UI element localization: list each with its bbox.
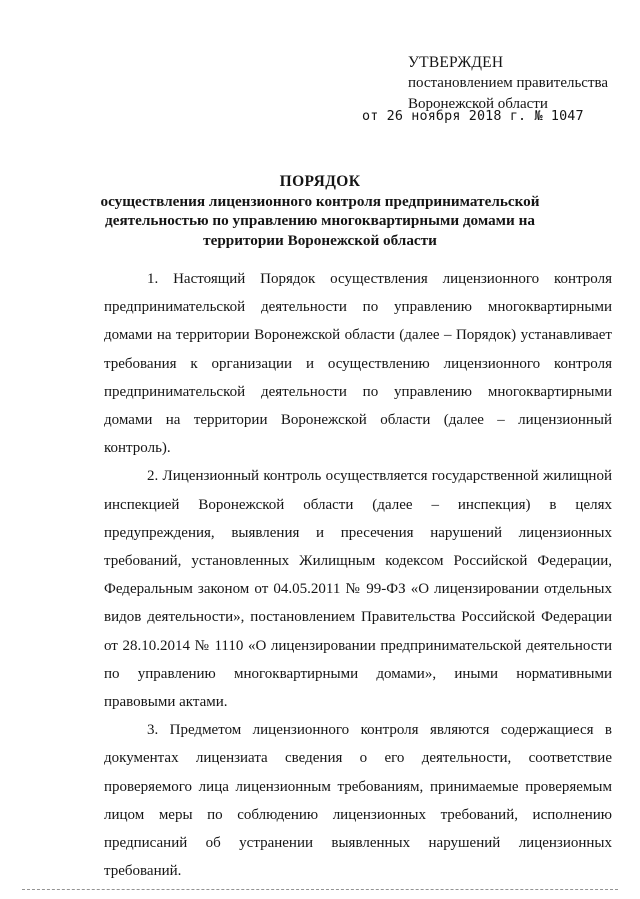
document-subtitle: осуществления лицензионного контроля предпринимательской деятельностью по управлению многоквартирными домами на территории Воронежской области [100,192,540,249]
approval-title: УТВЕРЖДЕН [408,54,504,71]
paragraph-2: 2. Лицензионный контроль осуществляется государственной жилищной инспекцией Воронежской области (далее – инспекция) в целях предупреждения, выявления и пресечения нарушений лицензионных требований, установленных Жилищным кодексом Российской Федерации, Федеральным законом от 04.05.2011 № 99-ФЗ «О лицензировании отдельных видов деятельности», постановлением Правительства Российской Федерации от 28.10.2014 № 1110 «О лицензировании предпринимательской деятельности по управлению многоквартирными домами», иными нормативными правовыми актами. [104,468,612,711]
approval-line-region: Воронежской области [408,96,548,112]
page-bottom-divider [22,889,618,890]
document-heading [95,172,545,250]
paragraph-1: 1. Настоящий Порядок осуществления лицензионного контроля предпринимательской деятельности по управлению многоквартирными домами на территории Воронежской области (далее – Порядок) устанавливает требования к организации и осуществлению лицензионного контроля предпринимательской деятельности по управлению многоквартирными домами на территории Воронежской области (далее – лицензионный контроль). [104,271,612,457]
paragraph-3: 3. Предметом лицензионного контроля являются содержащиеся в документах лицензиата сведения о его деятельности, соответствие проверяемого лица лицензионным требованиям, принимаемые проверяемым лицом меры по соблюдению лицензионных требований, исполнению предписаний об устранении выявленных нарушений лицензионных требований. [104,722,612,880]
approval-stamp [408,52,628,115]
document-title: ПОРЯДОК [279,173,361,190]
decree-date-number: от 26 ноября 2018 г. № 1047 [362,109,584,124]
document-body [104,265,612,885]
approval-line-decree-type: постановлением правительства [408,75,609,91]
